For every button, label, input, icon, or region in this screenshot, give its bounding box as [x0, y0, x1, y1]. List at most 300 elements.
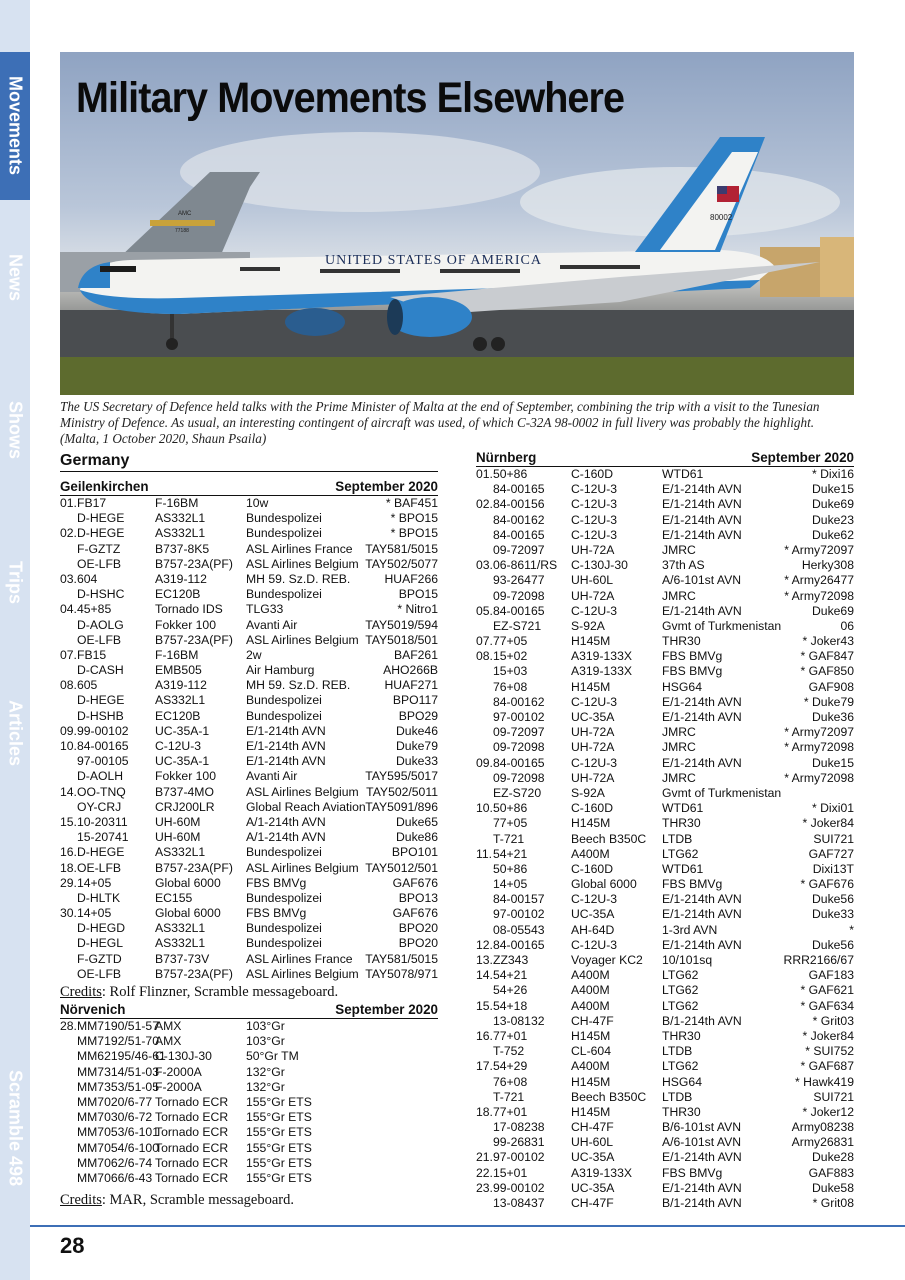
- cell-type: A400M: [571, 1059, 610, 1074]
- cell-operator: A/6-101st AVN: [662, 1135, 742, 1150]
- cell-registration: 76+08: [493, 1074, 528, 1089]
- sidebar-tab-news[interactable]: News: [5, 254, 26, 302]
- cell-type: B757-23A(PF): [155, 966, 233, 981]
- cell-callsign: Duke56: [811, 937, 854, 952]
- cell-type: A400M: [571, 968, 610, 983]
- cell-type: H145M: [571, 679, 611, 694]
- cell-callsign: BPO117: [392, 693, 438, 708]
- cell-registration: 54+29: [493, 1059, 528, 1074]
- cell-callsign: Duke33: [811, 907, 854, 922]
- cell-registration: 09-72097: [493, 542, 545, 557]
- cell-registration: D-HEGD: [77, 921, 126, 936]
- cell-day: 29.: [60, 875, 77, 890]
- cell-type: UH-72A: [571, 588, 615, 603]
- cell-registration: 99-00102: [493, 1180, 545, 1195]
- cell-callsign: * Dixi16: [812, 467, 854, 481]
- cell-operator: LTG62: [662, 968, 699, 983]
- sidebar-tab-trips[interactable]: Trips: [5, 561, 26, 605]
- cell-registration: 97-00102: [493, 907, 545, 922]
- cell-operator: ASL Airlines Belgium: [246, 860, 359, 875]
- cell-type: H145M: [571, 1104, 611, 1119]
- cell-operator: ASL Airlines Belgium: [246, 784, 359, 799]
- cell-callsign: BPO20: [398, 936, 438, 951]
- cell-type: CH-47F: [571, 1013, 614, 1028]
- cell-operator: E/1-214th AVN: [662, 482, 742, 497]
- cell-operator: B/6-101st AVN: [662, 1120, 742, 1135]
- cell-callsign: HUAF271: [384, 678, 438, 693]
- cell-type: Tornado IDS: [155, 602, 223, 617]
- table-row: [60, 1171, 438, 1186]
- table-row: [60, 511, 438, 526]
- table-row: [476, 1166, 854, 1181]
- cell-type: UC-35A-1: [155, 754, 210, 769]
- cell-unit: 103°Gr: [246, 1034, 285, 1049]
- cell-operator: FBS BMVg: [662, 649, 723, 664]
- cell-serial: MM7053/6-101: [77, 1125, 159, 1140]
- cell-operator: JMRC: [662, 725, 696, 740]
- cell-callsign: GAF908: [808, 679, 854, 694]
- table-row: [476, 1029, 854, 1044]
- cell-callsign: * GAF676: [800, 877, 854, 892]
- cell-registration: D-HSHB: [77, 708, 124, 723]
- cell-type: EC155: [155, 890, 193, 905]
- cell-callsign: GAF883: [808, 1165, 854, 1180]
- cell-type: C-12U-3: [571, 937, 618, 952]
- cell-type: Fokker 100: [155, 617, 216, 632]
- cell-unit: 155°Gr ETS: [246, 1170, 312, 1185]
- table-row: [476, 756, 854, 771]
- cell-operator: A/1-214th AVN: [246, 830, 326, 845]
- cell-callsign: Duke69: [811, 603, 854, 618]
- table-row: [476, 816, 854, 831]
- cell-callsign: Dixi13T: [812, 861, 854, 876]
- table-row: [60, 936, 438, 951]
- sidebar-tab-movements[interactable]: Movements: [0, 52, 30, 200]
- cell-callsign: BPO15: [398, 587, 438, 602]
- cell-registration: D-AOLG: [77, 617, 124, 632]
- cell-registration: OE-LFB: [77, 860, 122, 875]
- cell-type: CRJ200LR: [155, 799, 215, 814]
- table-row: [60, 1156, 438, 1171]
- cell-registration: D-AOLH: [77, 769, 124, 784]
- cell-operator: WTD61: [662, 861, 704, 876]
- table-row: [476, 634, 854, 649]
- cell-callsign: TAY581/5015: [365, 541, 438, 556]
- cell-registration: 84-00162: [493, 694, 545, 709]
- cell-registration: 50+86: [493, 801, 528, 816]
- cell-day: 30.: [60, 906, 77, 921]
- cell-operator: TLG33: [246, 602, 284, 617]
- credits-text: : Rolf Flinzner, Scramble messageboard.: [101, 984, 339, 1000]
- table-row: [60, 891, 438, 906]
- cell-registration: 08-05543: [493, 922, 545, 937]
- cell-registration: 50+86: [493, 861, 528, 876]
- cell-registration: 77+05: [493, 816, 528, 831]
- cell-operator: ASL Airlines France: [246, 541, 353, 556]
- cell-type: EC120B: [155, 587, 201, 602]
- cell-callsign: Army26831: [791, 1135, 854, 1150]
- cell-operator: 10/101sq: [662, 953, 713, 967]
- sidebar-tab-shows[interactable]: Shows: [5, 400, 26, 459]
- cell-operator: LTG62: [662, 983, 699, 998]
- table-row: [60, 739, 438, 754]
- cell-type: AS332L1: [155, 526, 206, 541]
- cell-registration: 10-20311: [77, 814, 128, 829]
- cell-registration: 604: [77, 571, 98, 586]
- cell-type: UH-72A: [571, 770, 615, 785]
- cell-registration: 14+05: [493, 877, 528, 892]
- cell-type: UH-60M: [155, 814, 201, 829]
- table-row: [476, 771, 854, 786]
- cell-operator: E/1-214th AVN: [246, 739, 326, 753]
- cell-type: CL-604: [571, 1044, 611, 1059]
- credits-text: : MAR, Scramble messageboard.: [101, 1192, 294, 1209]
- cell-operator: Gvmt of Turkmenistan: [662, 618, 782, 633]
- cell-registration: 09-72097: [493, 725, 545, 740]
- cell-callsign: TAY5019/594: [365, 617, 438, 632]
- cell-type: Tornado ECR: [155, 1170, 229, 1185]
- cell-day: 01.: [60, 496, 77, 510]
- cell-callsign: * BPO15: [390, 511, 438, 526]
- cell-callsign: * Joker43: [802, 634, 854, 649]
- cell-registration: D-HLTK: [77, 890, 121, 905]
- cell-operator: THR30: [662, 1104, 701, 1119]
- cell-operator: ASL Airlines Belgium: [246, 632, 359, 647]
- column-left: [60, 452, 438, 1209]
- cell-callsign: BPO29: [398, 708, 438, 723]
- cell-operator: Avanti Air: [246, 617, 298, 632]
- cell-callsign: * Dixi01: [812, 801, 854, 816]
- cell-operator: Avanti Air: [246, 769, 298, 784]
- cell-operator: THR30: [662, 634, 701, 649]
- cell-operator: E/1-214th AVN: [662, 497, 742, 512]
- cell-operator: Air Hamburg: [246, 663, 315, 678]
- cell-registration: 09-72098: [493, 740, 545, 755]
- cell-day: 07.: [476, 634, 493, 649]
- section-header-nurnberg: [476, 450, 854, 467]
- cell-registration: D-HEGE: [77, 511, 125, 526]
- table-row: [476, 573, 854, 588]
- cell-registration: T-752: [493, 1044, 525, 1059]
- cell-day: 22.: [476, 1165, 493, 1180]
- cell-day: 15.: [60, 814, 77, 829]
- bg-aircraft-marking: AMC: [178, 211, 192, 217]
- cell-callsign: * Army72098: [784, 740, 854, 755]
- location-name: Geilenkirchen: [60, 479, 149, 494]
- cell-serial: MM7030/6-72: [77, 1110, 153, 1125]
- cell-callsign: * Hawk419: [795, 1074, 854, 1089]
- cell-serial: MM7353/51-05: [77, 1079, 159, 1094]
- cell-unit: 132°Gr: [246, 1079, 285, 1094]
- cell-type: B737-8K5: [155, 541, 210, 556]
- table-row: [476, 832, 854, 847]
- cell-serial: MM7066/6-43: [77, 1170, 153, 1185]
- table-row: [476, 467, 854, 482]
- cell-registration: ZZ343: [493, 953, 529, 967]
- cell-unit: 155°Gr ETS: [246, 1140, 312, 1155]
- cell-registration: 84-00165: [493, 527, 545, 542]
- cell-operator: A/1-214th AVN: [246, 814, 326, 829]
- cell-operator: 37th AS: [662, 558, 705, 573]
- table-row: [476, 983, 854, 998]
- cell-registration: 50+86: [493, 467, 528, 481]
- cell-type: Tornado ECR: [155, 1110, 229, 1125]
- table-row: [476, 892, 854, 907]
- cell-type: Global 6000: [571, 877, 637, 892]
- cell-type: B737-73V: [155, 951, 210, 966]
- cell-day: 18.: [60, 860, 77, 875]
- cell-callsign: * Army72097: [784, 542, 854, 557]
- table-row: [60, 967, 438, 982]
- table-row: [476, 649, 854, 664]
- cell-type: A319-133X: [571, 664, 632, 679]
- cell-day: 18.: [476, 1104, 493, 1119]
- cell-unit: 103°Gr: [246, 1019, 285, 1033]
- table-row: [60, 542, 438, 557]
- cell-operator: Bundespolizei: [246, 708, 322, 723]
- table-row: [60, 800, 438, 815]
- cell-registration: D-HSHC: [77, 587, 125, 602]
- table-row: [60, 769, 438, 784]
- cell-operator: MH 59. Sz.D. REB.: [246, 678, 351, 693]
- cell-operator: HSG64: [662, 1074, 702, 1089]
- cell-operator: E/1-214th AVN: [662, 755, 742, 770]
- cell-type: A319-133X: [571, 649, 632, 664]
- table-row: [476, 710, 854, 725]
- cell-operator: Bundespolizei: [246, 845, 322, 860]
- cell-operator: JMRC: [662, 770, 696, 785]
- cell-type: C-12U-3: [571, 694, 618, 709]
- table-row: [60, 1049, 438, 1064]
- cell-registration: 84-00165: [493, 937, 545, 952]
- country-heading: Germany: [60, 452, 438, 472]
- cell-operator: FBS BMVg: [662, 1165, 723, 1180]
- sidebar-tab-articles[interactable]: Articles: [5, 699, 26, 767]
- cell-callsign: GAF183: [808, 968, 854, 983]
- cell-operator: Global Reach Aviation: [246, 799, 366, 814]
- cell-registration: T-721: [493, 1089, 525, 1104]
- table-row: [476, 1090, 854, 1105]
- cell-serial: MM7062/6-74: [77, 1155, 153, 1170]
- cell-registration: 54+26: [493, 983, 528, 998]
- cell-callsign: HUAF266: [384, 571, 438, 586]
- cell-operator: MH 59. Sz.D. REB.: [246, 571, 351, 586]
- column-right: [476, 450, 854, 1211]
- section-header-geilenkirchen: [60, 479, 438, 496]
- cell-callsign: * Joker12: [802, 1104, 854, 1119]
- cell-operator: Gvmt of Turkmenistan: [662, 785, 782, 800]
- cell-type: S-92A: [571, 785, 605, 800]
- cell-operator: THR30: [662, 1028, 701, 1043]
- cell-operator: Bundespolizei: [246, 936, 322, 951]
- cell-registration: 77+01: [493, 1104, 528, 1119]
- cell-type: AMX: [155, 1034, 182, 1049]
- cell-type: UC-35A-1: [155, 723, 210, 738]
- cell-registration: 54+18: [493, 998, 528, 1013]
- cell-operator: B/1-214th AVN: [662, 1013, 742, 1028]
- cell-callsign: * BAF451: [385, 496, 438, 510]
- sidebar-tab-scramble[interactable]: Scramble 498: [5, 1069, 26, 1187]
- cell-operator: Bundespolizei: [246, 526, 322, 541]
- table-row: [60, 587, 438, 602]
- table-row: [476, 847, 854, 862]
- cell-type: A400M: [571, 846, 610, 861]
- cell-operator: HSG64: [662, 679, 702, 694]
- cell-type: F-2000A: [155, 1064, 202, 1079]
- cell-type: F-2000A: [155, 1079, 202, 1094]
- table-row: [476, 1075, 854, 1090]
- table-row: [476, 999, 854, 1014]
- cell-type: C-130J-30: [155, 1049, 212, 1064]
- cell-type: F-16BM: [155, 496, 199, 510]
- cell-type: AMX: [155, 1019, 182, 1033]
- cell-operator: Bundespolizei: [246, 587, 322, 602]
- cell-registration: 15+02: [493, 649, 528, 664]
- credits-norvenich: [60, 1192, 438, 1209]
- period-label: September 2020: [335, 1002, 438, 1017]
- cell-operator: ASL Airlines Belgium: [246, 966, 359, 981]
- cell-callsign: * SUI752: [805, 1044, 854, 1059]
- cell-registration: 17-08238: [493, 1120, 545, 1135]
- cell-type: C-12U-3: [571, 527, 618, 542]
- cell-type: Tornado ECR: [155, 1140, 229, 1155]
- cell-day: 03.: [60, 571, 77, 586]
- cell-day: 17.: [476, 1059, 493, 1074]
- cell-serial: MM7190/51-57: [77, 1019, 159, 1033]
- cell-type: C-12U-3: [571, 497, 618, 512]
- cell-operator: E/1-214th AVN: [662, 1150, 742, 1165]
- table-row: [476, 1059, 854, 1074]
- cell-day: 09.: [60, 723, 77, 738]
- cell-registration: 09-72098: [493, 770, 545, 785]
- cell-day: 09.: [476, 755, 493, 770]
- table-row: [60, 496, 438, 511]
- cell-type: A319-112: [155, 571, 207, 586]
- cell-serial: MM7020/6-77: [77, 1094, 153, 1109]
- table-row: [60, 709, 438, 724]
- table-row: [476, 1196, 854, 1211]
- cell-registration: 84-00165: [493, 482, 545, 497]
- cell-unit: 50°Gr TM: [246, 1049, 299, 1064]
- cell-callsign: * Grit03: [812, 1013, 854, 1028]
- cell-type: UH-72A: [571, 542, 615, 557]
- table-row: [476, 953, 854, 968]
- period-label: September 2020: [335, 479, 438, 494]
- cell-unit: 155°Gr ETS: [246, 1125, 312, 1140]
- cell-callsign: Herky308: [801, 558, 854, 573]
- cell-callsign: * Nitro1: [397, 602, 438, 617]
- cell-registration: 14+05: [77, 875, 112, 890]
- cell-registration: 99-26831: [493, 1135, 545, 1150]
- cell-type: UC-35A: [571, 907, 615, 922]
- section-sidebar: [0, 0, 30, 1280]
- cell-operator: WTD61: [662, 467, 704, 481]
- cell-registration: 97-00105: [77, 754, 129, 769]
- cell-registration: 77+01: [493, 1028, 528, 1043]
- table-row: [476, 1014, 854, 1029]
- table-row: [60, 724, 438, 739]
- cell-operator: E/1-214th AVN: [662, 603, 742, 618]
- cell-callsign: * GAF621: [800, 983, 854, 998]
- cell-operator: E/1-214th AVN: [246, 754, 326, 769]
- location-name: Nürnberg: [476, 450, 537, 465]
- cell-registration: 09-72098: [493, 588, 545, 603]
- geilenkirchen-table: [60, 496, 438, 982]
- cell-type: Voyager KC2: [571, 953, 643, 967]
- cell-type: UC-35A: [571, 1150, 615, 1165]
- cell-type: AS332L1: [155, 693, 206, 708]
- cell-operator: JMRC: [662, 588, 696, 603]
- cell-operator: E/1-214th AVN: [662, 937, 742, 952]
- cell-registration: OE-LFB: [77, 556, 122, 571]
- cell-operator: Bundespolizei: [246, 890, 322, 905]
- cell-type: UC-35A: [571, 710, 615, 724]
- cell-callsign: Duke15: [811, 755, 854, 770]
- cell-type: B757-23A(PF): [155, 860, 233, 875]
- cell-registration: 84-00165: [493, 603, 545, 618]
- cell-day: 10.: [60, 739, 77, 753]
- credits-label: Credits: [60, 984, 102, 1000]
- cell-callsign: Army08238: [791, 1120, 854, 1135]
- cell-registration: D-HEGE: [77, 526, 125, 541]
- cell-registration: 15-20741: [77, 830, 129, 845]
- cell-registration: 15+01: [493, 1165, 528, 1180]
- cell-day: 01.: [476, 467, 493, 481]
- cell-registration: 97-00102: [493, 710, 545, 724]
- cell-callsign: SUI721: [813, 1089, 854, 1104]
- cell-operator: LTDB: [662, 1044, 693, 1059]
- cell-type: H145M: [571, 1074, 611, 1089]
- cell-registration: 15+03: [493, 664, 528, 679]
- table-row: [476, 664, 854, 679]
- cell-type: UH-60M: [155, 830, 201, 845]
- cell-registration: 84-00165: [77, 739, 129, 753]
- cell-registration: FB15: [77, 647, 107, 662]
- photo-caption: The US Secretary of Defence held talks with the Prime Minister of Malta at the end of September, combining the trip with a visit to the Tunesian Ministry of Defence. As usual, an interesting contingent of aircraft was used, of which C-32A 98-0002 in full livery was probably the highlight. (Malta, 1 October 2020, Shaun Psaila): [60, 399, 820, 446]
- cell-operator: JMRC: [662, 740, 696, 755]
- table-row: [476, 543, 854, 558]
- table-row: [476, 862, 854, 877]
- table-row: [476, 907, 854, 922]
- credits-label: Credits: [60, 1192, 102, 1209]
- table-row: [60, 1065, 438, 1080]
- cell-type: AS332L1: [155, 845, 206, 860]
- nurnberg-table: [476, 467, 854, 1211]
- cell-day: 16.: [60, 845, 77, 860]
- cell-type: UH-60L: [571, 1135, 613, 1150]
- cell-operator: FBS BMVg: [246, 875, 307, 890]
- table-row: [476, 1181, 854, 1196]
- norvenich-table: [60, 1019, 438, 1186]
- cell-day: 03.: [476, 558, 493, 573]
- cell-type: UC-35A: [571, 1180, 615, 1195]
- cell-operator: LTG62: [662, 998, 699, 1013]
- cell-callsign: * GAF847: [800, 649, 854, 664]
- cell-operator: E/1-214th AVN: [662, 527, 742, 542]
- cell-operator: ASL Airlines France: [246, 951, 353, 966]
- table-row: [476, 1120, 854, 1135]
- cell-callsign: * Army26477: [784, 573, 854, 588]
- bg-aircraft-serial: 77188: [175, 228, 189, 234]
- table-row: [60, 921, 438, 936]
- cell-type: CH-47F: [571, 1120, 614, 1135]
- cell-type: A319-133X: [571, 1165, 632, 1180]
- cell-callsign: BPO20: [398, 921, 438, 936]
- tail-number: 80002: [710, 213, 733, 222]
- cell-operator: A/6-101st AVN: [662, 573, 742, 588]
- cell-operator: E/1-214th AVN: [662, 694, 742, 709]
- cell-registration: 605: [77, 678, 98, 693]
